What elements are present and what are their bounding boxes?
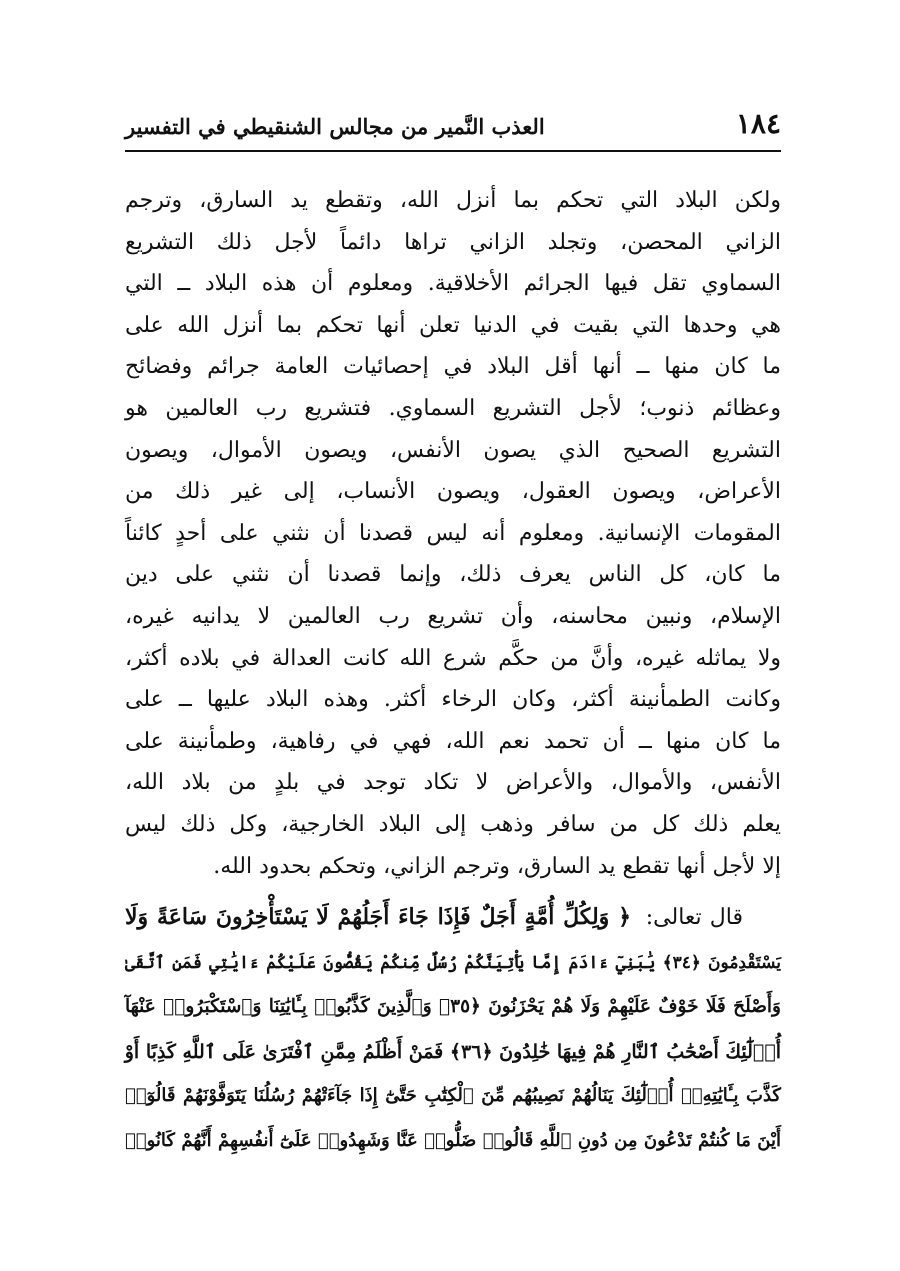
text-line: ولكن البلاد التي تحكم بما أنزل الله، وتقطع يد السارق، وترجم <box>125 188 781 213</box>
text-line: الأنفس، والأموال، والأعراض لا تكاد توجد في بلدٍ من بلاد الله، <box>125 770 781 796</box>
text-line: التشريع الصحيح الذي يصون الأنفس، ويصون الأموال، ويصون <box>125 437 781 463</box>
text-line: الزاني المحصن، وتجلد الزاني تراها دائماً لأجل ذلك التشريع <box>125 229 781 255</box>
text-line: السماوي تقل فيها الجرائم الأخلاقية. ومعلوم أن هذه البلاد ــ التي <box>125 271 781 297</box>
text-line: ولا يماثله غيره، وأنَّ من حكَّم شرع الله كانت العدالة في بلاده أكثر، <box>125 645 781 671</box>
text-line: المقومات الإنسانية. ومعلوم أنه ليس قصدنا أن نثني على أحدٍ كائناً <box>125 520 781 546</box>
text-line: ما كان منها ــ أن تحمد نعم الله، فهي في رفاهية، وطمأنينة على <box>125 728 781 754</box>
text-line: هي وحدها التي بقيت في الدنيا تعلن أنها تحكم بما أنزل الله على <box>125 312 781 338</box>
page-header <box>125 105 781 147</box>
verse-intro: قال تعالى: <box>645 905 743 930</box>
verse-line: أُو۟لَٰٓئِكَ أَصْحَٰبُ ٱلنَّارِ هُمْ فِيهَا خَٰلِدُونَ ﴿٣٦﴾ فَمَنْ أَظْلَمُ مِمَّنِ ٱفْتَرَىٰ عَلَى ٱللَّهِ كَذِبًا أَوْ <box>124 1040 781 1063</box>
text-line: إلا لأجل أنها تقطع يد السارق، وترجم الزاني، وتحكم بحدود الله. <box>213 853 781 879</box>
running-title: العذب النَّمير من مجالس الشنقيطي في التفسير <box>125 114 545 139</box>
text-line: وعظائم ذنوب؛ لأجل التشريع السماوي. فتشريع رب العالمين هو <box>125 395 781 421</box>
text-line: الإسلام، ونبين محاسنه، وأن تشريع رب العالمين لا يدانيه غيره، <box>125 603 781 629</box>
header-divider <box>125 150 781 152</box>
text-line: ما كان، كل الناس يعرف ذلك، وإنما قصدنا أن نثني على دين <box>125 562 781 588</box>
verse-line: يَسْتَقْدِمُونَ ﴿٣٤﴾ يَٰبَنِيٓ ءَادَمَ إِمَّا يَأْتِيَنَّكُمْ رُسُلٌ مِّنكُمْ يَقُصُّونَ عَلَيْكُمْ ءَايَٰتِي فَمَنِ ٱتَّقَىٰ <box>125 952 781 973</box>
verse-line: كَذَّبَ بِـَٔايَٰتِهِۦٓ أُو۟لَٰٓئِكَ يَنَالُهُمْ نَصِيبُهُم مِّنَ ٱلْكِتَٰبِ حَتَّىٰٓ إِذَا جَآءَتْهُمْ رُسُلُنَا يَتَوَفَّوْنَهُمْ قَالُوٓا۟ <box>125 1085 781 1107</box>
verse-line: أَيْنَ مَا كُنتُمْ تَدْعُونَ مِن دُونِ ٱللَّهِ قَالُوا۟ ضَلُّوا۟ عَنَّا وَشَهِدُوا۟ عَلَىٰٓ أَنفُسِهِمْ أَنَّهُمْ كَانُوا۟ <box>125 1129 781 1151</box>
body-paragraph <box>125 180 781 887</box>
text-line: وكانت الطمأنينة أكثر، وكان الرخاء أكثر. وهذه البلاد عليها ــ على <box>125 687 781 713</box>
quran-verse-block <box>125 895 781 1164</box>
text-line: يعلم ذلك كل من سافر وذهب إلى البلاد الخارجية، وكل ذلك ليس <box>125 811 781 837</box>
text-line: ما كان منها ــ أنها أقل البلاد في إحصائيات العامة جرائم وفضائح <box>125 354 781 380</box>
verse-line: وَأَصْلَحَ فَلَا خَوْفٌ عَلَيْهِمْ وَلَا هُمْ يَحْزَنُونَ ﴿٣٥﴾ وَٱلَّذِينَ كَذَّبُوا۟ بِـَٔايَٰتِنَا وَٱسْتَكْبَرُوا۟ عَنْهَآ <box>125 996 781 1018</box>
text-line: الأعراض، ويصون العقول، ويصون الأنساب، إلى غير ذلك من <box>125 479 781 505</box>
verse-text: ﴿ وَلِكُلِّ أُمَّةٍ أَجَلٌ فَإِذَا جَاءَ أَجَلُهُمْ لَا يَسْتَأْخِرُونَ سَاعَةً وَلَا <box>125 904 631 930</box>
page-number: ١٨٤ <box>735 107 781 140</box>
verse-line <box>125 895 781 941</box>
